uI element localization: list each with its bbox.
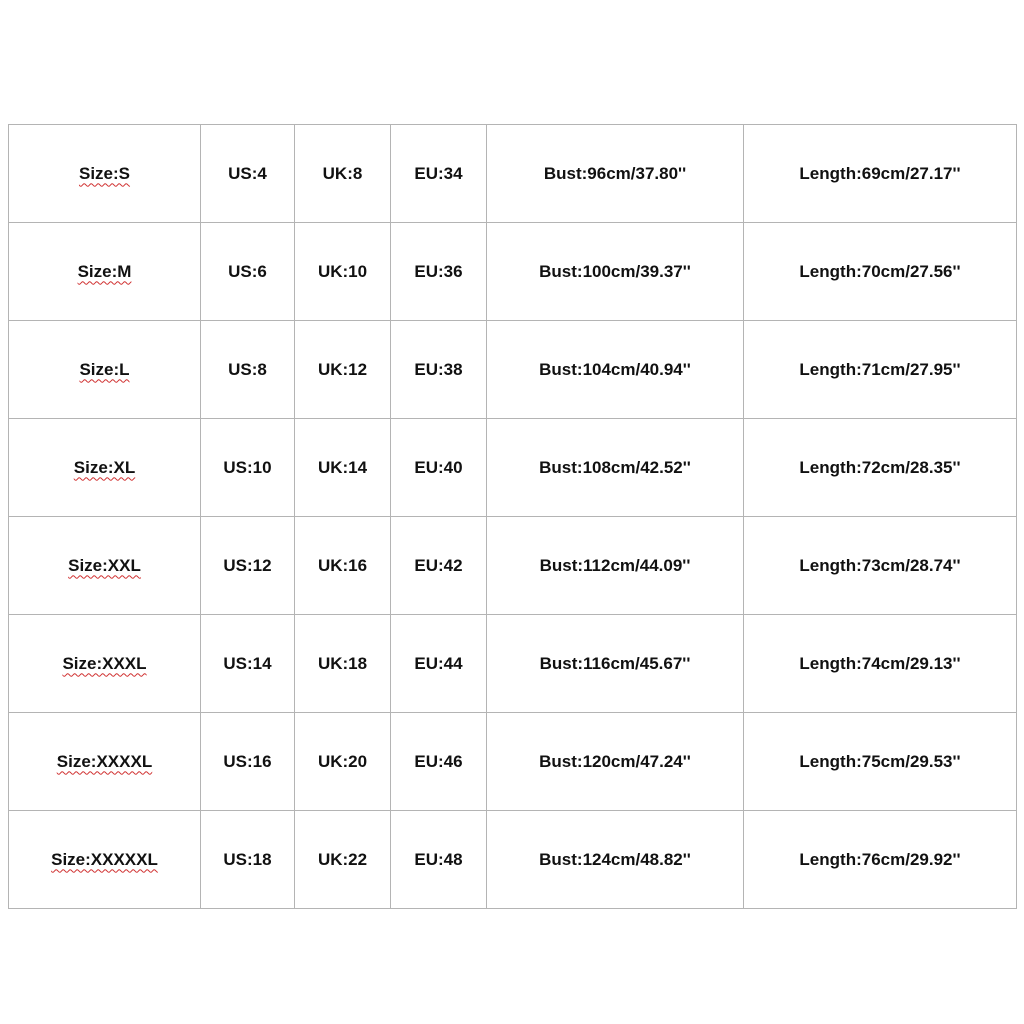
eu-size-cell-text: EU:34 (414, 163, 463, 183)
size-cell (9, 811, 201, 909)
bust-cell-text: Bust:116cm/45.67'' (539, 653, 691, 673)
size-cell-text: Size:L (79, 359, 130, 379)
length-cell (744, 811, 1017, 909)
size-cell (9, 223, 201, 321)
eu-size-cell-text: EU:42 (414, 555, 463, 575)
us-size-cell-text: US:16 (223, 751, 272, 771)
uk-size-cell (295, 321, 391, 419)
size-cell-text: Size:M (77, 261, 132, 281)
size-cell-text: Size:S (78, 163, 131, 183)
length-cell-text: Length:69cm/27.17'' (799, 163, 961, 183)
us-size-cell-text: US:14 (223, 653, 272, 673)
uk-size-cell (295, 811, 391, 909)
eu-size-cell-text: EU:46 (414, 751, 463, 771)
length-cell (744, 223, 1017, 321)
us-size-cell (201, 517, 295, 615)
us-size-cell-text: US:12 (223, 555, 272, 575)
table-row (9, 615, 1017, 713)
length-cell (744, 615, 1017, 713)
bust-cell (487, 419, 744, 517)
length-cell-text: Length:72cm/28.35'' (799, 457, 961, 477)
size-cell-text: Size:XXXXXL (51, 849, 158, 869)
bust-cell-text: Bust:96cm/37.80'' (543, 163, 687, 183)
length-cell-text: Length:76cm/29.92'' (799, 849, 961, 869)
us-size-cell (201, 713, 295, 811)
eu-size-cell-text: EU:40 (414, 457, 463, 477)
eu-size-cell-text: EU:36 (414, 261, 463, 281)
uk-size-cell (295, 125, 391, 223)
size-cell (9, 615, 201, 713)
table-row (9, 223, 1017, 321)
eu-size-cell-text: EU:48 (414, 849, 463, 869)
us-size-cell (201, 811, 295, 909)
length-cell-text: Length:75cm/29.53'' (799, 751, 961, 771)
length-cell (744, 125, 1017, 223)
us-size-cell (201, 615, 295, 713)
size-cell-text: Size:XXXL (62, 653, 147, 673)
us-size-cell (201, 125, 295, 223)
size-cell (9, 517, 201, 615)
us-size-cell (201, 223, 295, 321)
us-size-cell (201, 419, 295, 517)
size-cell (9, 125, 201, 223)
uk-size-cell (295, 713, 391, 811)
bust-cell-text: Bust:112cm/44.09'' (539, 555, 691, 575)
bust-cell (487, 223, 744, 321)
uk-size-cell (295, 615, 391, 713)
uk-size-cell-text: UK:20 (317, 751, 368, 771)
uk-size-cell (295, 419, 391, 517)
length-cell-text: Length:71cm/27.95'' (799, 359, 961, 379)
bust-cell (487, 615, 744, 713)
eu-size-cell (391, 223, 487, 321)
uk-size-cell-text: UK:18 (317, 653, 368, 673)
eu-size-cell (391, 125, 487, 223)
us-size-cell-text: US:18 (223, 849, 272, 869)
table-row (9, 713, 1017, 811)
table-row (9, 419, 1017, 517)
eu-size-cell-text: EU:44 (414, 653, 463, 673)
bust-cell-text: Bust:120cm/47.24'' (539, 751, 691, 771)
table-row (9, 125, 1017, 223)
eu-size-cell (391, 615, 487, 713)
us-size-cell-text: US:10 (223, 457, 272, 477)
uk-size-cell (295, 517, 391, 615)
length-cell (744, 517, 1017, 615)
size-chart-table (8, 124, 1017, 909)
bust-cell (487, 811, 744, 909)
size-cell-text: Size:XL (73, 457, 136, 477)
bust-cell-text: Bust:100cm/39.37'' (539, 261, 691, 281)
bust-cell (487, 713, 744, 811)
table-row (9, 321, 1017, 419)
bust-cell (487, 517, 744, 615)
uk-size-cell-text: UK:22 (317, 849, 368, 869)
bust-cell-text: Bust:104cm/40.94'' (539, 359, 691, 379)
uk-size-cell-text: UK:14 (317, 457, 368, 477)
us-size-cell-text: US:8 (228, 359, 267, 379)
size-cell-text: Size:XXXXL (56, 751, 153, 771)
size-cell-text: Size:XXL (68, 555, 141, 575)
table-row (9, 811, 1017, 909)
bust-cell (487, 321, 744, 419)
eu-size-cell (391, 321, 487, 419)
bust-cell (487, 125, 744, 223)
size-cell (9, 321, 201, 419)
eu-size-cell (391, 811, 487, 909)
length-cell-text: Length:70cm/27.56'' (799, 261, 961, 281)
length-cell (744, 321, 1017, 419)
size-cell (9, 713, 201, 811)
eu-size-cell (391, 517, 487, 615)
us-size-cell-text: US:6 (228, 261, 267, 281)
length-cell (744, 713, 1017, 811)
size-cell (9, 419, 201, 517)
uk-size-cell (295, 223, 391, 321)
bust-cell-text: Bust:108cm/42.52'' (539, 457, 691, 477)
us-size-cell-text: US:4 (228, 163, 267, 183)
eu-size-cell-text: EU:38 (414, 359, 463, 379)
bust-cell-text: Bust:124cm/48.82'' (539, 849, 691, 869)
table-row (9, 517, 1017, 615)
us-size-cell (201, 321, 295, 419)
eu-size-cell (391, 713, 487, 811)
length-cell-text: Length:74cm/29.13'' (799, 653, 961, 673)
uk-size-cell-text: UK:10 (317, 261, 368, 281)
uk-size-cell-text: UK:12 (317, 359, 368, 379)
uk-size-cell-text: UK:16 (317, 555, 368, 575)
length-cell-text: Length:73cm/28.74'' (799, 555, 961, 575)
eu-size-cell (391, 419, 487, 517)
uk-size-cell-text: UK:8 (322, 163, 363, 183)
length-cell (744, 419, 1017, 517)
